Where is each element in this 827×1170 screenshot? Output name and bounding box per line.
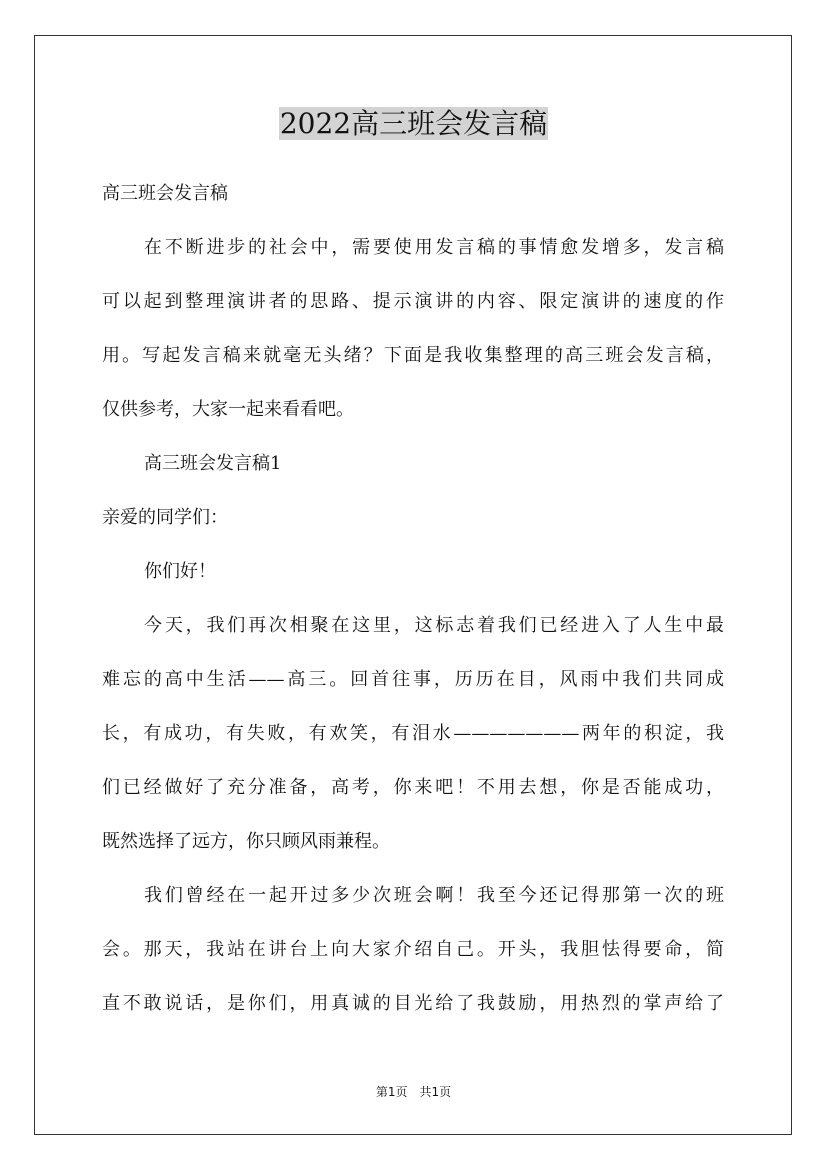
salutation: 亲爱的同学们：	[102, 507, 228, 528]
greeting: 你们好！	[144, 561, 216, 582]
page-footer: 第1页 共1页	[375, 1085, 452, 1099]
document-title	[0, 104, 827, 144]
paragraph1-line-5: 既然选择了远方，你只顾风雨兼程。	[102, 831, 390, 852]
document-title-text: 2022高三班会发言稿	[279, 107, 548, 140]
intro-line-3: 用。写起发言稿来就毫无头绪？下面是我收集整理的高三班会发言稿，	[102, 345, 724, 366]
intro-line-2: 可以起到整理演讲者的思路、提示演讲的内容、限定演讲的速度的作	[102, 291, 724, 312]
paragraph1-line-3: 长，有成功，有失败，有欢笑，有泪水———————两年的积淀，我	[102, 723, 724, 744]
paragraph1-line-2: 难忘的高中生活——高三。回首往事，历历在目，风雨中我们共同成	[102, 669, 724, 690]
paragraph2-line-1: 我们曾经在一起开过多少次班会啊！我至今还记得那第一次的班	[144, 885, 724, 906]
intro-line-4: 仅供参考，大家一起来看看吧。	[102, 399, 354, 420]
paragraph2-line-2: 会。那天，我站在讲台上向大家介绍自己。开头，我胆怯得要命，简	[102, 939, 724, 960]
intro-line-1: 在不断进步的社会中，需要使用发言稿的事情愈发增多，发言稿	[144, 237, 724, 258]
paragraph1-line-1: 今天，我们再次相聚在这里，这标志着我们已经进入了人生中最	[144, 615, 724, 636]
paragraph2-line-3: 直不敢说话，是你们，用真诚的目光给了我鼓励，用热烈的掌声给了	[102, 993, 724, 1014]
paragraph1-line-4: 们已经做好了充分准备，高考，你来吧！不用去想，你是否能成功，	[102, 777, 724, 798]
section-heading: 高三班会发言稿1	[144, 453, 282, 474]
document-subtitle: 高三班会发言稿	[102, 183, 228, 204]
